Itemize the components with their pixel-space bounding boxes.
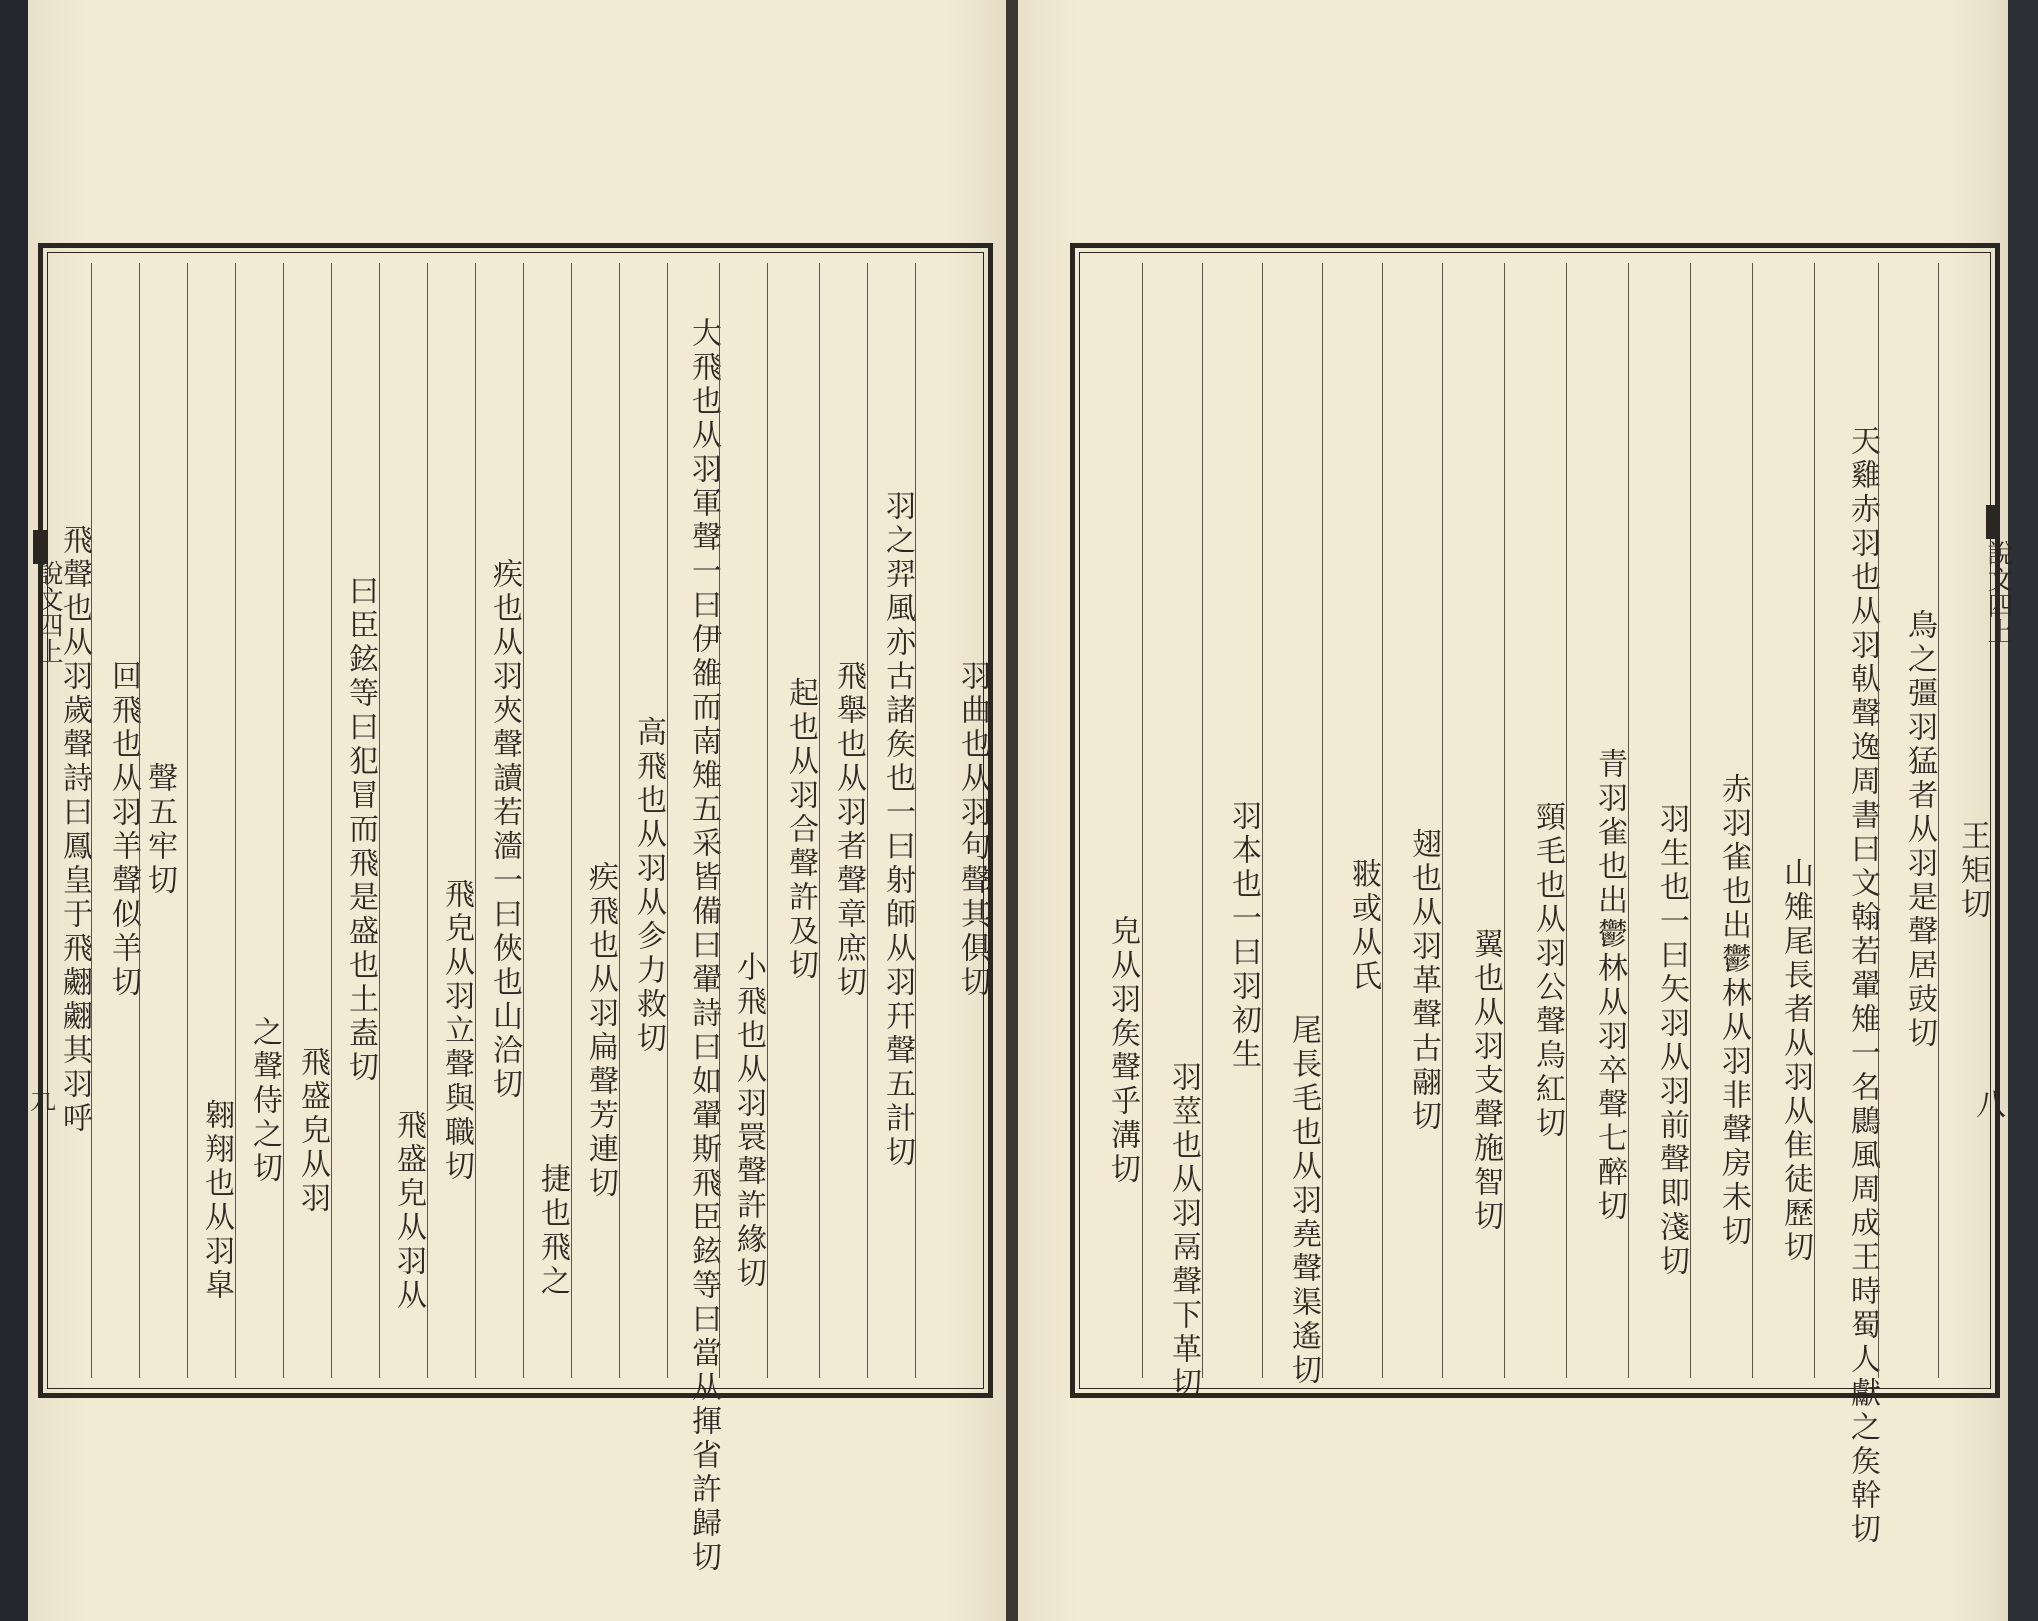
column-text: 羽之羿風亦古諸矦也一曰射師从羽幵聲五計切 xyxy=(880,489,915,1170)
column xyxy=(819,263,868,1378)
column-text: 赤羽雀也出鬱林从羽非聲房未切 xyxy=(1716,772,1751,1249)
column-text: 天雞赤羽也从羽倝聲逸周書曰文翰若翬雉一名鷐風周成王時蜀人獻之矦幹切 xyxy=(1845,424,1880,1547)
column xyxy=(667,263,721,1575)
column xyxy=(139,263,188,1378)
column xyxy=(915,263,992,1378)
column xyxy=(523,263,572,1378)
column xyxy=(427,263,476,1378)
column xyxy=(619,263,668,1378)
right-page-text-block xyxy=(1079,252,1991,1547)
column-text: 皃从羽矦聲乎溝切 xyxy=(1105,914,1140,1187)
column xyxy=(1690,263,1753,1378)
column xyxy=(1262,263,1323,1388)
column xyxy=(1142,263,1203,1401)
column xyxy=(48,263,91,1378)
fold-marker xyxy=(33,530,47,564)
column-text: 疾也从羽夾聲讀若濇一曰俠也山洽切 xyxy=(487,557,522,1102)
column xyxy=(379,263,428,1378)
column-text: 羽曲也从羽句聲其俱切 xyxy=(955,659,990,1000)
column xyxy=(719,263,768,1378)
page-number: 九 xyxy=(30,1086,57,1116)
fold-marker xyxy=(1986,505,2000,539)
column-text: 翅也从羽革聲古翮切 xyxy=(1406,827,1441,1134)
column xyxy=(1322,263,1383,1378)
left-page-frame xyxy=(38,243,993,1575)
column-text: 翱翔也从羽皐 xyxy=(199,1098,234,1303)
column-text: 山雉尾長者从羽从隹徒歷切 xyxy=(1778,856,1813,1265)
column-text: 頸毛也从羽公聲烏紅切 xyxy=(1530,800,1565,1141)
left-page xyxy=(28,0,1006,1621)
column xyxy=(1080,263,1142,1378)
column xyxy=(571,263,620,1378)
column xyxy=(867,263,916,1378)
column-text: 小飛也从羽睘聲許緣切 xyxy=(731,950,766,1291)
column xyxy=(283,263,332,1378)
column-text: 翄或从氏 xyxy=(1346,857,1381,994)
fold-title: 說文四上 xyxy=(1983,540,2013,644)
column xyxy=(475,263,524,1378)
left-page-text-block xyxy=(47,252,990,1575)
column-text: 翼也从羽支聲施智切 xyxy=(1468,927,1503,1234)
fold-title: 說文四上 xyxy=(33,560,63,664)
column-text: 捷也飛之 xyxy=(535,1162,570,1299)
column-text: 王矩切 xyxy=(1955,819,1990,922)
background-strip xyxy=(2008,0,2038,1621)
column xyxy=(1938,263,1994,1378)
column xyxy=(1202,263,1263,1378)
column xyxy=(1752,263,1815,1378)
column-text: 羽生也一曰矢羽从羽前聲即淺切 xyxy=(1654,802,1689,1279)
column xyxy=(331,263,380,1378)
column xyxy=(1442,263,1505,1378)
column-text: 飛聲也从羽歲聲詩曰鳳皇于飛翽翽其羽呼 xyxy=(57,523,92,1136)
column-text: 羽本也一曰羽初生 xyxy=(1226,799,1261,1072)
column-text: 飛盛皃从羽从 xyxy=(391,1108,426,1313)
column-text: 之聲侍之切 xyxy=(247,1015,282,1186)
column-text: 高飛也从羽从㐱力救切 xyxy=(631,715,666,1056)
column-text: 大飛也从羽軍聲一曰伊雒而南雉五采皆備曰翬詩曰如翬斯飛臣鉉等曰當从揮省許歸切 xyxy=(686,316,721,1575)
column xyxy=(1628,263,1691,1378)
column xyxy=(1382,263,1443,1378)
column xyxy=(1504,263,1567,1378)
column-text: 起也从羽合聲許及切 xyxy=(783,676,818,983)
column xyxy=(1566,263,1629,1378)
column-text: 聲五牢切 xyxy=(142,761,177,898)
right-page xyxy=(1018,0,2013,1621)
column-text: 飛皃从羽立聲與職切 xyxy=(439,877,474,1184)
page-number: 八 xyxy=(1976,1088,2006,1123)
column-text: 鳥之彊羽猛者从羽是聲居豉切 xyxy=(1902,608,1937,1051)
column-text: 回飛也从羽羊聲似羊切 xyxy=(106,659,141,1000)
book-gutter xyxy=(1006,0,1018,1621)
column-text: 尾長毛也从羽堯聲渠遙切 xyxy=(1286,1013,1321,1388)
column xyxy=(1878,263,1939,1378)
column-text: 疾飛也从羽扁聲芳連切 xyxy=(583,860,618,1201)
right-page-frame xyxy=(1070,243,2000,1547)
column-text: 飛舉也从羽者聲章庶切 xyxy=(831,659,866,1000)
column-text: 羽莖也从羽鬲聲下革切 xyxy=(1166,1060,1201,1401)
column xyxy=(187,263,236,1378)
column-text: 青羽雀也出鬱林从羽卒聲七醉切 xyxy=(1592,747,1627,1224)
column-text: 飛盛皃从羽 xyxy=(295,1045,330,1216)
column xyxy=(767,263,820,1378)
column xyxy=(235,263,284,1378)
column xyxy=(1814,263,1880,1547)
column-text: 曰臣鉉等曰犯冒而飛是盛也土盍切 xyxy=(343,574,378,1085)
